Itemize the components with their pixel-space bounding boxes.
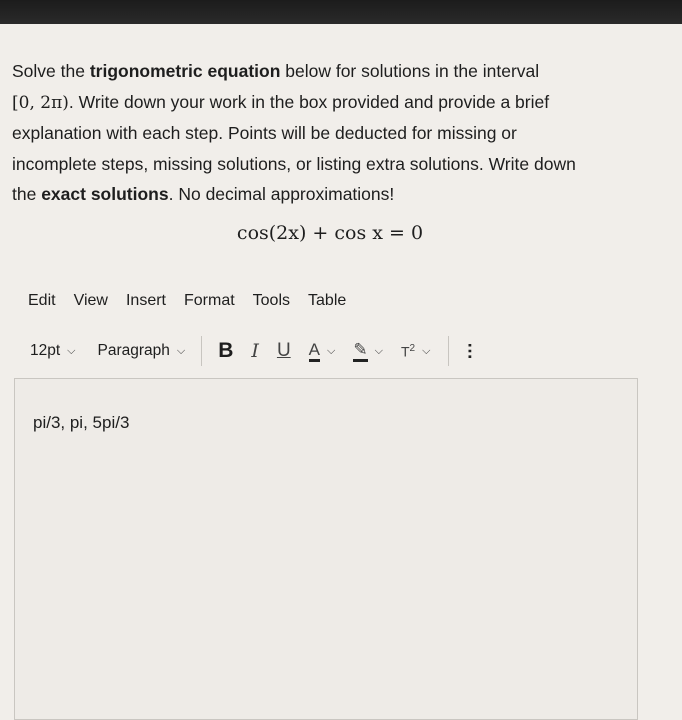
menu-table[interactable]: Table bbox=[308, 292, 347, 309]
menu-insert[interactable]: Insert bbox=[125, 292, 166, 309]
chevron-down-icon: ⌵ bbox=[327, 344, 336, 357]
toolbar-divider bbox=[448, 336, 449, 366]
question-line-5: the exact solutions. No decimal approximations! bbox=[12, 184, 395, 204]
equation: cos(2x) + cos x = 0 bbox=[236, 222, 424, 244]
underline-button[interactable]: U bbox=[276, 340, 291, 361]
question-line-4: incomplete steps, missing solutions, or listing extra solutions. Write down bbox=[12, 153, 576, 174]
question-text bbox=[12, 56, 672, 210]
highlight-color-button[interactable] bbox=[353, 341, 383, 362]
chevron-down-icon: ⌵ bbox=[422, 344, 431, 357]
chevron-down-icon: ⌵ bbox=[374, 344, 383, 357]
italic-button[interactable]: I bbox=[251, 340, 259, 362]
editor-toolbar bbox=[30, 335, 650, 367]
superscript-button[interactable] bbox=[401, 343, 430, 360]
font-size-select[interactable]: 12pt ⌵ bbox=[30, 342, 76, 359]
menu-view[interactable]: View bbox=[73, 292, 108, 309]
editor-menubar bbox=[28, 292, 346, 310]
superscript-icon: $T^2$ bbox=[400, 342, 416, 360]
answer-editor[interactable] bbox=[14, 378, 638, 720]
answer-text[interactable]: pi/3, pi, 5pi/3 bbox=[33, 413, 130, 432]
question-line-2: [0, 2π). Write down your work in the box provided and provide a brief bbox=[12, 91, 550, 113]
question-line-1: Solve the trigonometric equation below for solutions in the interval bbox=[12, 61, 540, 81]
menu-format[interactable]: Format bbox=[183, 292, 235, 309]
question-line-3: explanation with each step. Points will be deducted for missing or bbox=[12, 123, 517, 143]
chevron-down-icon: ⌵ bbox=[67, 344, 76, 357]
bold-button[interactable]: B bbox=[218, 339, 234, 362]
text-color-icon: A bbox=[309, 341, 320, 362]
more-options-icon[interactable]: … bbox=[464, 342, 485, 360]
block-format-select[interactable]: Paragraph ⌵ bbox=[97, 342, 186, 359]
toolbar-divider bbox=[201, 336, 202, 366]
top-bar bbox=[0, 0, 682, 24]
interval: [0, 2π) bbox=[12, 92, 69, 113]
highlight-pen-icon: ✎ bbox=[353, 341, 367, 362]
menu-tools[interactable]: Tools bbox=[252, 292, 291, 309]
menu-edit[interactable]: Edit bbox=[28, 292, 56, 309]
text-color-button[interactable] bbox=[309, 341, 336, 362]
chevron-down-icon: ⌵ bbox=[176, 344, 186, 357]
